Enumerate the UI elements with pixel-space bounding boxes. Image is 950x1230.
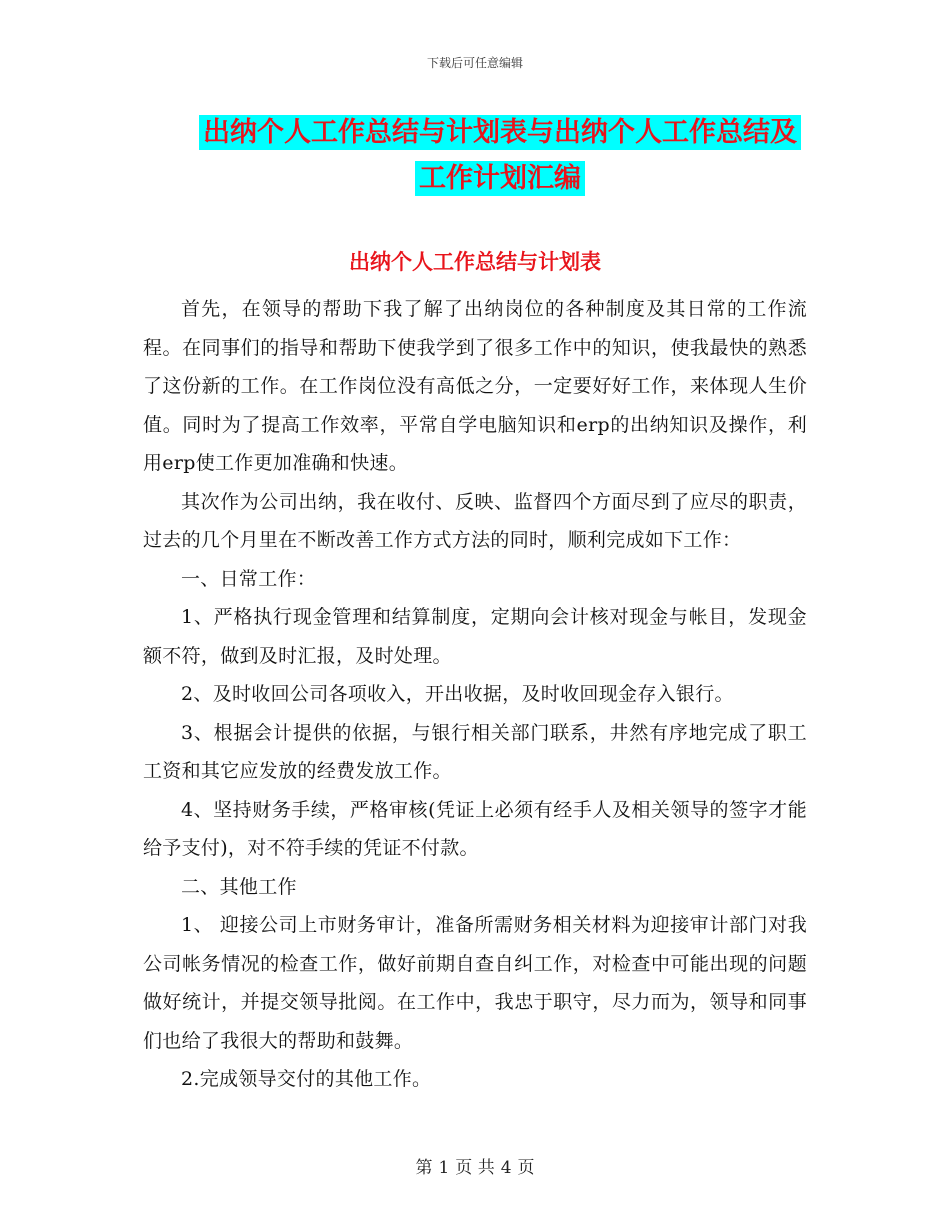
footer-suffix: 页 bbox=[517, 1158, 535, 1178]
footer-page-number: 1 bbox=[438, 1158, 450, 1178]
paragraph: 2、及时收回公司各项收入，开出收据，及时收回现金存入银行。 bbox=[181, 683, 734, 705]
paragraph: 1、 迎接公司上市财务审计，准备所需财务相关材料为迎接审计部门对我公司帐务情况的检查工作，做好前期自查自纠工作，对检查中可能出现的问题做好统计，并提交领导批阅。在工作中，我忠于职守，尽力而为，领导和同事们也给了我很大的帮助和鼓舞。 bbox=[143, 914, 807, 1052]
document-title-text: 出纳个人工作总结与计划表与出纳个人工作总结及工作计划汇编 bbox=[199, 115, 801, 196]
footer-prefix: 第 bbox=[415, 1158, 433, 1178]
document-body bbox=[143, 290, 807, 1099]
footer-total-pages: 4 bbox=[500, 1158, 512, 1178]
document-title bbox=[190, 110, 810, 202]
paragraph: 4、坚持财务手续，严格审核(凭证上必须有经手人及相关领导的签字才能给予支付)，对不符手续的凭证不付款。 bbox=[143, 798, 807, 859]
paragraph: 首先，在领导的帮助下我了解了出纳岗位的各种制度及其日常的工作流程。在同事们的指导和帮助下使我学到了很多工作中的知识，使我最快的熟悉了这份新的工作。在工作岗位没有高低之分，一定要好好工作，来体现人生价值。同时为了提高工作效率，平常自学电脑知识和erp的出纳知识及操作，利用erp使工作更加准确和快速。 bbox=[143, 298, 807, 474]
footer-middle: 页 共 bbox=[455, 1158, 495, 1178]
page-footer bbox=[0, 1153, 950, 1178]
paragraph: 其次作为公司出纳，我在收付、反映、监督四个方面尽到了应尽的职责，过去的几个月里在不断改善工作方式方法的同时，顺利完成如下工作： bbox=[143, 490, 807, 551]
header-note: 下载后可任意编辑 bbox=[426, 56, 523, 70]
paragraph: 1、严格执行现金管理和结算制度，定期向会计核对现金与帐目，发现金额不符，做到及时汇报，及时处理。 bbox=[143, 606, 807, 667]
section-title: 出纳个人工作总结与计划表 bbox=[349, 250, 601, 274]
paragraph: 3、根据会计提供的依据，与银行相关部门联系，井然有序地完成了职工工资和其它应发放的经费发放工作。 bbox=[143, 721, 807, 782]
paragraph: 二、其他工作 bbox=[181, 875, 297, 898]
paragraph: 一、日常工作： bbox=[181, 567, 317, 590]
paragraph: 2.完成领导交付的其他工作。 bbox=[181, 1068, 432, 1090]
